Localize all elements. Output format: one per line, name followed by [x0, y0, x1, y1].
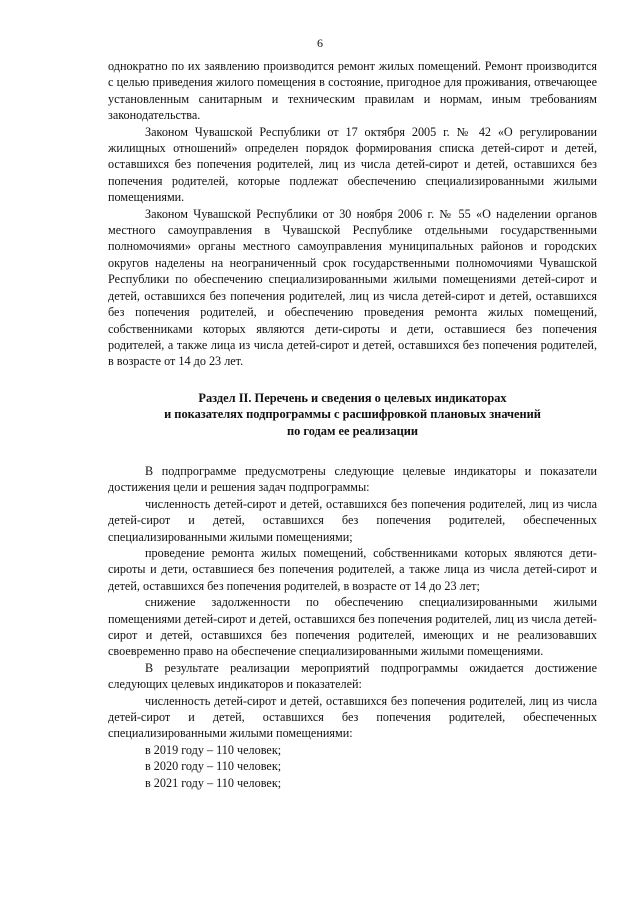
year-2020-value: в 2020 году – 110 человек; [145, 759, 282, 774]
document-body [108, 58, 597, 791]
indicator-debt-reduction: снижение задолженности по обеспечению специализированными жилыми помещениями детей-сирот и детей, оставшихся без попечения родителей, лиц из числа детей-сирот и детей, оставшихся без попечения родителей, имеющих и не реализовавших своевременно право на обеспечение специализированными жилыми помещениями. [108, 595, 597, 659]
year-2021-value: в 2021 году – 110 человек; [145, 775, 282, 790]
paragraph-expected-results: В результате реализации мероприятий подпрограммы ожидается достижение следующих целевых индикаторов и показателей: [108, 660, 597, 692]
indicator-repair: проведение ремонта жилых помещений, собственниками которых являются дети-сироты и дети, оставшиеся без попечения родителей, а также лица из числа детей-сирот и детей, оставшихся без попечения родителей, в возрасте от 14 до 23 лет; [108, 545, 597, 593]
section-heading-line-3: по годам ее реализации [286, 423, 419, 438]
paragraph-law-2006: Законом Чувашской Республики от 30 ноября 2006 г. № 55 «О наделении органов местного самоуправления в Чувашской Республике отдельными государственными полномочиями» органы местного самоуправления муниципальных районов и городских округов наделены на неограниченный срок государственными полномочиями Чувашской Республики по обеспечению специализированными жилыми помещениями детей-сирот и детей, оставшихся без попечения родителей, лиц из числа детей-сирот и детей, оставшихся без попечения родителей, и обеспечению проведения ремонта жилых помещений, собственниками которых являются дети-сироты и дети, оставшиеся без попечения родителей, а также лица из числа детей-сирот и детей, оставшихся без попечения родителей, в возрасте от 14 до 23 лет. [108, 206, 597, 369]
section-heading [108, 390, 597, 439]
section-heading-line-1: Раздел II. Перечень и сведения о целевых индикаторах [198, 390, 507, 405]
paragraph-law-2005: Законом Чувашской Республики от 17 октября 2005 г. № 42 «О регулировании жилищных отношений» определен порядок формирования списка детей-сирот и детей, оставшихся без попечения родителей, лиц из числа детей-сирот и детей, оставшихся без попечения родителей, которые подлежат обеспечению специализированными жилыми помещениями. [108, 124, 597, 205]
section-heading-line-2: и показателях подпрограммы с расшифровкой плановых значений [164, 407, 541, 422]
year-2019-value: в 2019 году – 110 человек; [145, 742, 282, 757]
expected-provided-housing: численность детей-сирот и детей, оставшихся без попечения родителей, лиц из числа детей-сирот и детей, оставшихся без попечения родителей, обеспеченных специализированными жилыми помещениями: [108, 693, 597, 741]
page-number: 6 [317, 36, 323, 50]
paragraph-repair-procedure: однократно по их заявлению производится ремонт жилых помещений. Ремонт производится с целью приведения жилого помещения в состояние, пригодное для проживания, отвечающее установленным санитарным и техническим правилам и нормам, иным требованиям законодательства. [108, 59, 597, 123]
indicator-provided-housing: численность детей-сирот и детей, оставшихся без попечения родителей, лиц из числа детей-сирот и детей, оставшихся без попечения родителей, обеспеченных специализированными жилыми помещениями; [108, 496, 597, 544]
paragraph-indicators-intro: В подпрограмме предусмотрены следующие целевые индикаторы и показатели достижения цели и решения задач подпрограммы: [108, 463, 597, 495]
